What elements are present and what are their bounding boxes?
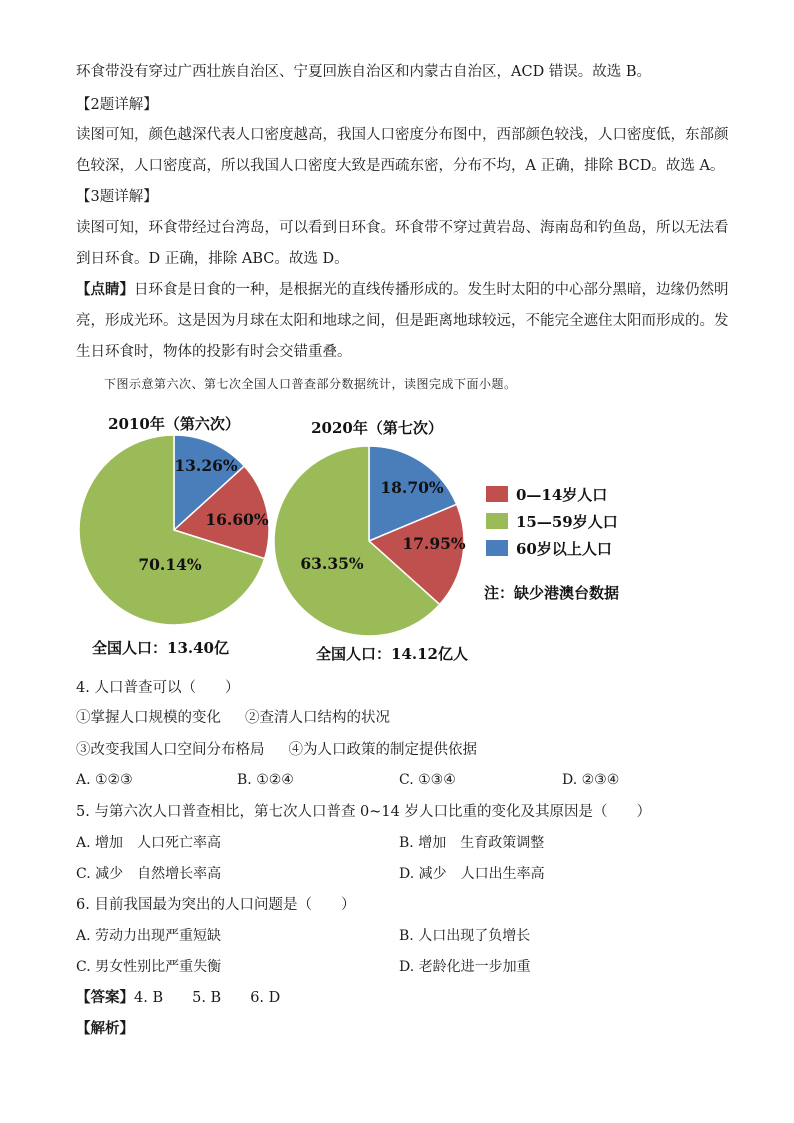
option-6c[interactable]: C. 男女性别比严重失衡 — [76, 959, 222, 975]
question-4-stem: 4. 人口普查可以（ ） — [76, 680, 240, 696]
legend-swatch — [486, 486, 508, 502]
analysis-label: 【解析】 — [76, 1020, 134, 1037]
chart-note: 注：缺少港澳台数据 — [484, 584, 620, 602]
option-5d[interactable]: D. 减少 人口出生率高 — [399, 866, 545, 882]
statement-3: ③改变我国人口空间分布格局 — [76, 742, 265, 758]
text-line: 到日环食。D 正确，排除 ABC。故选 D。 — [76, 251, 349, 267]
chart-legend — [484, 486, 619, 602]
total-population-label: 全国人口：13.40亿 — [92, 639, 229, 657]
option-5a[interactable]: A. 增加 人口死亡率高 — [76, 835, 222, 851]
slice-label: 63.35% — [300, 554, 364, 573]
option-4d[interactable]: D. ②③④ — [562, 772, 620, 788]
text-line: 读图可知，环食带经过台湾岛，可以看到日环食。环食带不穿过黄岩岛、海南岛和钓鱼岛，所以无法看 — [76, 220, 729, 236]
chart-title: 2010年（第六次） — [108, 415, 240, 433]
option-4a[interactable]: A. ①②③ — [76, 772, 133, 788]
legend-label: 0—14岁人口 — [516, 486, 608, 504]
statement-1: ①掌握人口规模的变化 — [76, 710, 221, 726]
text-line: 生日环食时，物体的投影有时会交错重叠。 — [76, 344, 352, 360]
legend-label: 60岁以上人口 — [516, 540, 612, 558]
option-4c[interactable]: C. ①③④ — [399, 772, 456, 788]
slice-label: 13.26% — [174, 456, 238, 475]
question-4-statements — [76, 708, 724, 728]
total-population-label: 全国人口：14.12亿人 — [316, 645, 468, 663]
pie-chart-2020 — [274, 419, 468, 663]
chart-title: 2020年（第七次） — [311, 419, 443, 437]
pie-charts-figure — [0, 395, 794, 675]
section-heading-3: 【3题详解】 — [76, 189, 158, 205]
option-6b[interactable]: B. 人口出现了负增长 — [399, 928, 531, 944]
question-6-stem: 6. 目前我国最为突出的人口问题是（ ） — [76, 897, 356, 913]
text-line: 读图可知，颜色越深代表人口密度越高，我国人口密度分布图中，西部颜色较浅，人口密度低，东部颜 — [76, 127, 729, 143]
text-line: 环食带没有穿过广西壮族自治区、宁夏回族自治区和内蒙古自治区，ACD 错误。故选 B。 — [76, 64, 652, 80]
answer-text: 4. B 5. B 6. D — [134, 990, 281, 1006]
figure-caption: 下图示意第六次、第七次全国人口普查部分数据统计，读图完成下面小题。 — [104, 377, 517, 391]
option-5c[interactable]: C. 减少 自然增长率高 — [76, 866, 222, 882]
statement-2: ②查清人口结构的状况 — [245, 710, 390, 726]
option-6d[interactable]: D. 老龄化进一步加重 — [399, 959, 531, 975]
pie-chart-2010 — [79, 415, 269, 657]
slice-label: 16.60% — [205, 510, 269, 529]
legend-swatch — [486, 513, 508, 529]
question-4-statements — [76, 740, 724, 760]
legend-label: 15—59岁人口 — [516, 513, 618, 531]
answer-label: 【答案】 — [76, 989, 134, 1006]
option-4b[interactable]: B. ①②④ — [237, 772, 294, 788]
option-5b[interactable]: B. 增加 生育政策调整 — [399, 835, 545, 851]
section-heading-2: 【2题详解】 — [76, 97, 158, 113]
question-5-stem: 5. 与第六次人口普查相比，第七次人口普查 0~14 岁人口比重的变化及其原因是（ ） — [76, 804, 651, 820]
text-line — [76, 280, 729, 300]
key-point-text: 日环食是日食的一种，是根据光的直线传播形成的。发生时太阳的中心部分黑暗，边缘仍然明 — [134, 282, 729, 298]
statement-4: ④为人口政策的制定提供依据 — [288, 742, 477, 758]
slice-label: 17.95% — [402, 534, 466, 553]
slice-label: 18.70% — [380, 478, 444, 497]
legend-swatch — [486, 540, 508, 556]
key-point-label: 【点睛】 — [76, 281, 134, 298]
slice-label: 70.14% — [138, 555, 202, 574]
answer-line — [76, 988, 724, 1008]
option-6a[interactable]: A. 劳动力出现严重短缺 — [76, 928, 222, 944]
text-line: 亮，形成光环。这是因为月球在太阳和地球之间，但是距离地球较远，不能完全遮住太阳而形成的。发 — [76, 313, 729, 329]
text-line: 色较深，人口密度高，所以我国人口密度大致是西疏东密，分布不均，A 正确，排除 BCD。故选 A。 — [76, 158, 725, 174]
